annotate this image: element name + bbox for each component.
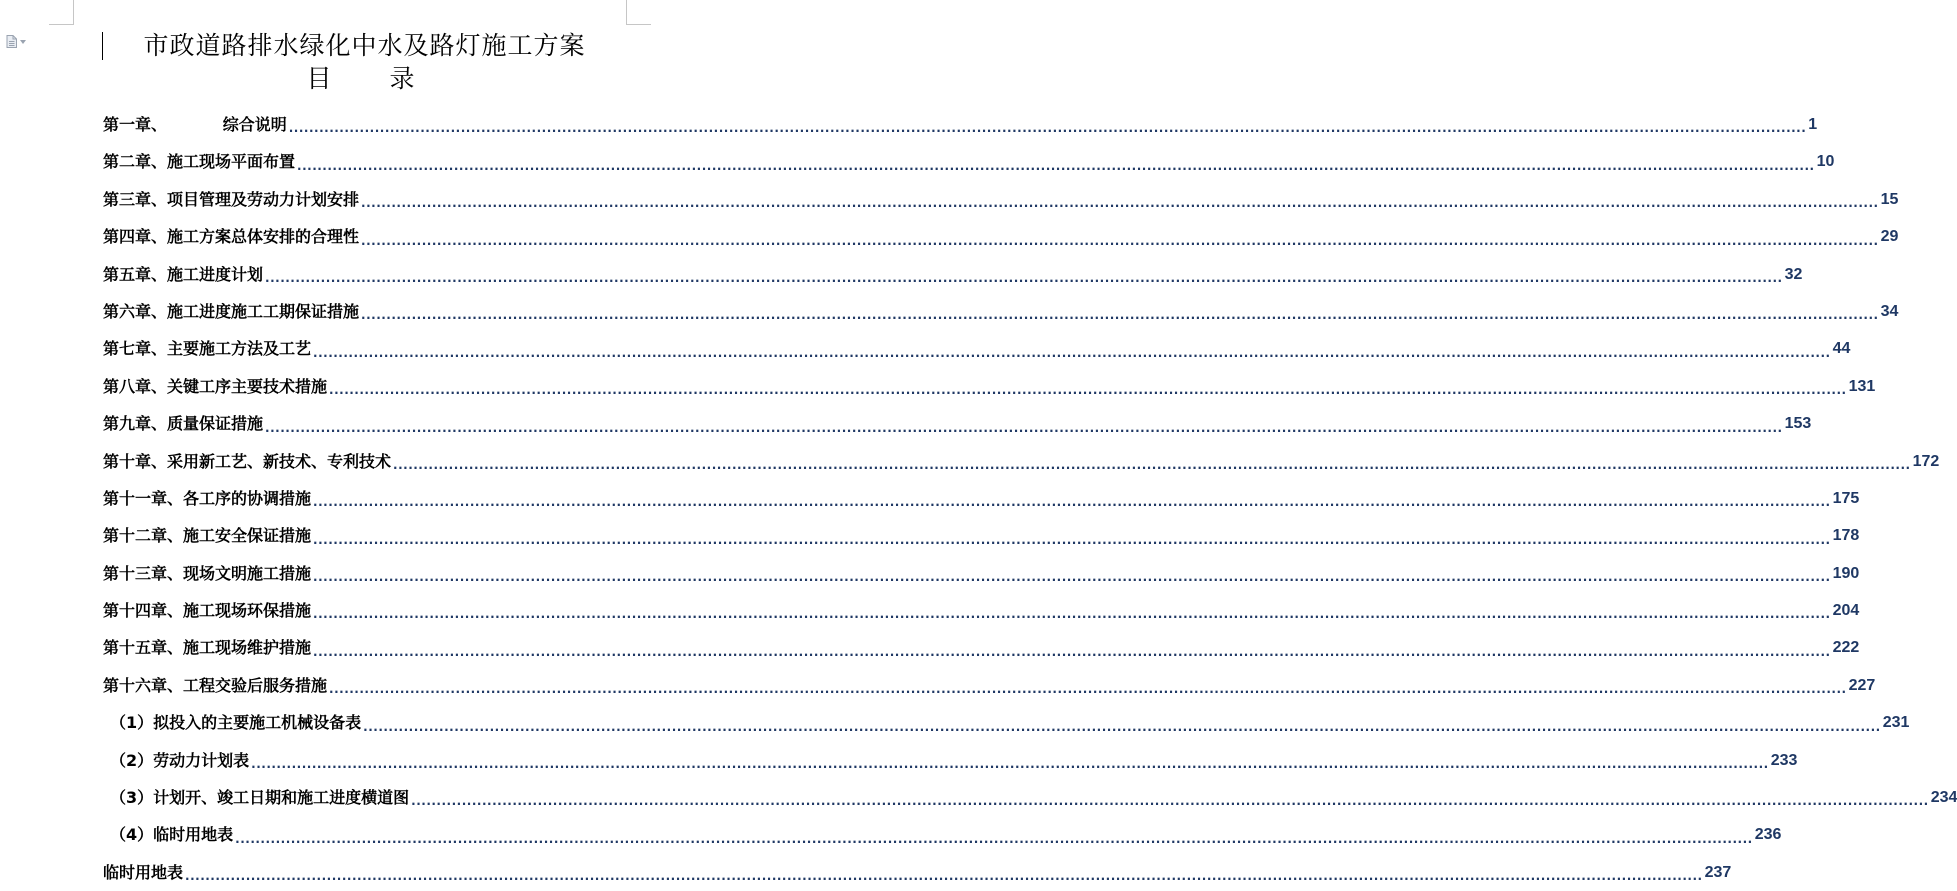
toc-page-number: 15 [1880,190,1899,208]
toc-entry[interactable] [103,330,1851,367]
toc-dot-leader: ............................................................................................................................................................................................................................................................................................................ [363,719,1881,734]
toc-page-number: 222 [1832,639,1860,657]
toc-entry-label: 第十二章、施工安全保证措施 [103,526,312,546]
toc-page-number: 44 [1832,340,1851,358]
toc-entry[interactable] [103,106,1818,143]
toc-entry-label: 第十章、采用新工艺、新技术、专利技术 [103,451,392,471]
toc-page-number: 32 [1784,265,1803,283]
toc-dot-leader: ............................................................................................................................................................................................................................................................................................................ [235,831,1753,846]
toc-entry-label: 第四章、施工方案总体安排的合理性 [103,227,360,247]
toc-entry-label: 第八章、关键工序主要技术措施 [103,376,328,396]
toc-entry-label: 第十四章、施工现场环保措施 [103,601,312,621]
toc-heading-right: 录 [389,64,415,93]
toc-dot-leader: ............................................................................................................................................................................................................................................................................................................ [329,383,1847,398]
toc-entry[interactable] [103,629,1860,666]
toc-page-number: 178 [1832,527,1860,545]
toc-page-number: 175 [1832,489,1860,507]
toc-entry-label: （1）拟投入的主要施工机械设备表 [110,713,362,733]
toc-entry[interactable] [103,293,1899,330]
toc-page-number: 204 [1832,602,1860,620]
toc-entry[interactable] [103,443,1940,480]
toc-entry-label: （2）劳动力计划表 [110,750,250,770]
toc-entry-label: 临时用地表 [103,862,184,882]
toc-entry-label: 第七章、主要施工方法及工艺 [103,339,312,359]
toc-entry[interactable] [103,667,1876,704]
toc-dot-leader: ............................................................................................................................................................................................................................................................................................................ [251,757,1769,772]
toc-entry-label: 第二章、施工现场平面布置 [103,152,296,172]
toc-entry-label: （4）临时用地表 [110,825,234,845]
table-of-contents [103,106,1957,891]
toc-entry[interactable] [103,555,1860,592]
toc-page-number: 131 [1848,377,1876,395]
toc-dot-leader: ............................................................................................................................................................................................................................................................................................................ [361,196,1879,211]
toc-entry[interactable] [103,592,1860,629]
crop-mark-top-right-horizontal [626,24,651,25]
toc-entry-label: 第三章、项目管理及劳动力计划安排 [103,189,360,209]
toc-page-number: 1 [1808,115,1818,133]
toc-page-number: 233 [1770,751,1798,769]
toc-page-number: 234 [1930,789,1957,807]
toc-dot-leader: ............................................................................................................................................................................................................................................................................................................ [361,233,1879,248]
toc-entry-label: 第六章、施工进度施工工期保证措施 [103,301,360,321]
toc-entry[interactable] [103,704,1910,741]
toc-entry[interactable] [103,143,1835,180]
toc-entry[interactable] [103,256,1803,293]
toc-dot-leader: ............................................................................................................................................................................................................................................................................................................ [313,607,1831,622]
toc-page-number: 153 [1784,415,1812,433]
toc-page-number: 190 [1832,564,1860,582]
toc-page-number: 231 [1882,714,1910,732]
toc-dot-leader: ............................................................................................................................................................................................................................................................................................................ [313,495,1831,510]
crop-mark-top-right-vertical [626,0,627,25]
toc-page-number: 227 [1848,676,1876,694]
toc-entry[interactable] [103,816,1782,853]
toc-dot-leader: ............................................................................................................................................................................................................................................................................................................ [185,869,1703,884]
toc-dot-leader: ............................................................................................................................................................................................................................................................................................................ [313,532,1831,547]
toc-dot-leader: ............................................................................................................................................................................................................................................................................................................ [393,457,1911,472]
toc-dot-leader: ............................................................................................................................................................................................................................................................................................................ [297,158,1815,173]
toc-entry[interactable] [103,368,1876,405]
toc-entry-label: 第十三章、现场文明施工措施 [103,563,312,583]
toc-page-number: 10 [1816,153,1835,171]
toc-entry[interactable] [103,218,1899,255]
toc-dot-leader: ............................................................................................................................................................................................................................................................................................................ [313,644,1831,659]
toc-dot-leader: ............................................................................................................................................................................................................................................................................................................ [313,570,1831,585]
toc-dot-leader: ............................................................................................................................................................................................................................................................................................................ [329,682,1847,697]
toc-entry-label: 第一章、 综合说明 [103,114,287,134]
toc-entry[interactable] [103,742,1798,779]
toc-dot-leader: ............................................................................................................................................................................................................................................................................................................ [411,794,1929,809]
toc-heading-left: 目 [306,64,332,93]
toc-page-number: 237 [1704,863,1732,881]
toc-entry-label: （3）计划开、竣工日期和施工进度横道图 [110,788,410,808]
toc-heading [0,63,721,95]
toc-page-number: 29 [1880,228,1899,246]
toc-entry-label: 第九章、质量保证措施 [103,414,264,434]
toc-dot-leader: ............................................................................................................................................................................................................................................................................................................ [288,121,1807,136]
toc-entry-label: 第五章、施工进度计划 [103,264,264,284]
toc-entry-label: 第十一章、各工序的协调措施 [103,488,312,508]
toc-dot-leader: ............................................................................................................................................................................................................................................................................................................ [265,420,1783,435]
toc-entry-label: 第十五章、施工现场维护措施 [103,638,312,658]
toc-page-number: 236 [1754,826,1782,844]
toc-entry[interactable] [103,405,1812,442]
document-title: 市政道路排水绿化中水及路灯施工方案 [143,31,586,60]
crop-mark-top-left-horizontal [49,24,74,25]
toc-entry[interactable] [103,517,1860,554]
crop-mark-top-left-vertical [73,0,74,25]
toc-dot-leader: ............................................................................................................................................................................................................................................................................................................ [361,308,1879,323]
toc-dot-leader: ............................................................................................................................................................................................................................................................................................................ [313,345,1831,360]
toc-page-number: 172 [1912,452,1940,470]
toc-entry[interactable] [103,181,1899,218]
toc-entry[interactable] [103,480,1860,517]
toc-page-number: 34 [1880,302,1899,320]
toc-entry[interactable] [103,779,1957,816]
toc-entry-label: 第十六章、工程交验后服务措施 [103,675,328,695]
toc-dot-leader: ............................................................................................................................................................................................................................................................................................................ [265,270,1783,285]
toc-entry[interactable] [103,854,1732,891]
